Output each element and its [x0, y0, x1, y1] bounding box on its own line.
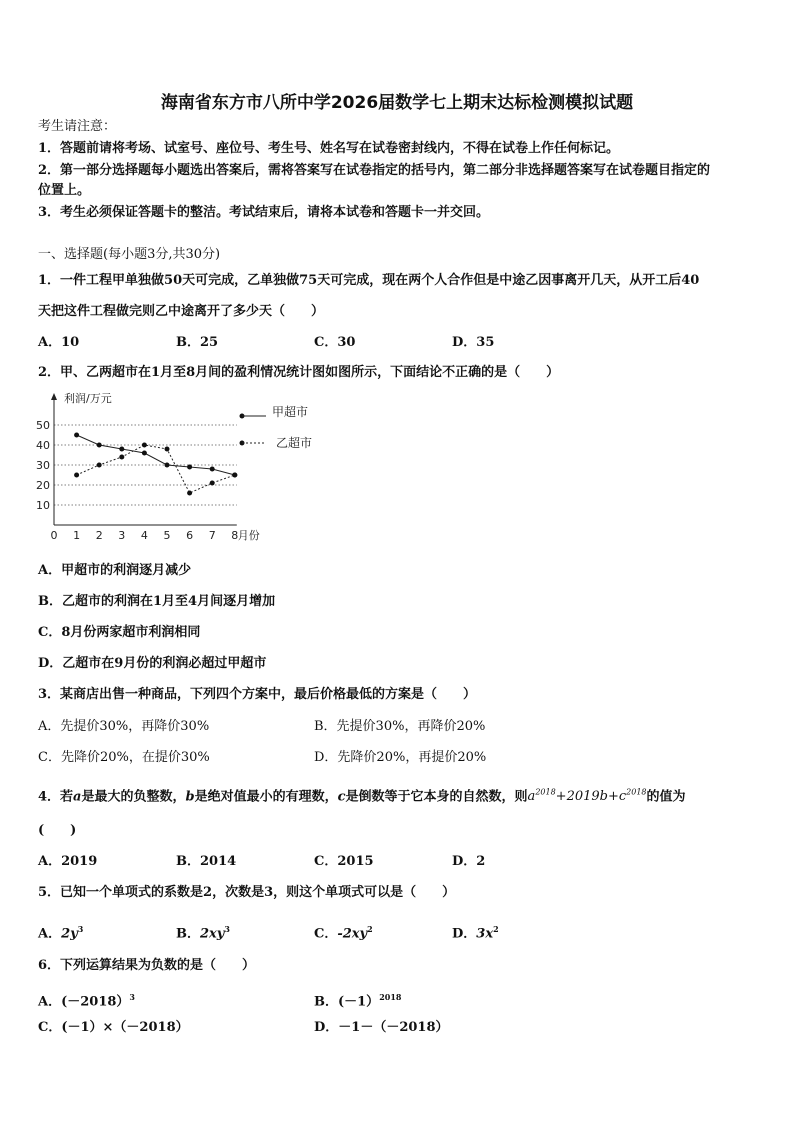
- chart-legend: [240, 404, 313, 450]
- q1-stem-line2: 天把这件工程做完则乙中途离开了多少天（ ）: [38, 304, 325, 319]
- data-point-yi-m8: [232, 473, 237, 478]
- q4-stem: [38, 784, 686, 806]
- q5-option-c: [314, 920, 373, 943]
- q1-stem-line1: 1．一件工程甲单独做50天可完成，乙单独做75天可完成，现在两个人合作但是中途乙因事离开几天，从开工后40: [38, 273, 700, 288]
- q5-option-d-label: D．: [452, 926, 477, 942]
- data-point-jia-m4: [142, 451, 147, 456]
- q4-var-b: b: [185, 789, 195, 805]
- q4-text-1: 4．若: [38, 789, 74, 805]
- q2-option-a: A．甲超市的利润逐月减少: [38, 563, 192, 578]
- q4-expression: [528, 789, 647, 804]
- data-point-yi-m2: [97, 463, 102, 468]
- q4-exp-2: 2018: [626, 788, 647, 797]
- notice-item-1: 1．答题前请将考场、试室号、座位号、考生号、姓名写在试卷密封线内，不得在试卷上作任何标记。: [38, 141, 620, 156]
- q6-option-a-exp: 3: [129, 992, 135, 1002]
- q3-stem: 3．某商店出售一种商品，下列四个方案中，最后价格最低的方案是（ ）: [38, 687, 477, 702]
- q4-exp-1: 2018: [535, 788, 556, 797]
- q1-option-b: B．25: [176, 335, 219, 350]
- y-tick-label-50: 50: [36, 419, 50, 432]
- data-point-yi-m3: [119, 455, 124, 460]
- q4-option-d: D．2: [452, 854, 486, 869]
- data-point-jia-m7: [210, 467, 215, 472]
- q5-option-a-exp: 3: [77, 924, 84, 934]
- data-point-yi-m4: [142, 443, 147, 448]
- profit-line-chart: [36, 392, 336, 547]
- q4-text-4: 是倒数等于它本身的自然数，则: [345, 789, 528, 805]
- q6-option-a-text: A．(－2018）: [38, 994, 130, 1010]
- q5-option-c-expr: -2xy: [337, 926, 368, 942]
- q4-answer-paren: ( ): [38, 823, 77, 838]
- notice-item-3: 3．考生必须保证答题卡的整洁。考试结束后，请将本试卷和答题卡一并交回。: [38, 205, 490, 220]
- q5-stem: 5．已知一个单项式的系数是2，次数是3，则这个单项式可以是（ ）: [38, 885, 456, 900]
- data-point-yi-m6: [187, 491, 192, 496]
- x-tick-label-1: 1: [73, 529, 81, 542]
- q6-option-c: C．(－1）×（－2018）: [38, 1020, 189, 1035]
- q4-var-c: c: [337, 789, 346, 805]
- q5-option-b: [176, 920, 230, 943]
- q3-option-c: C．先降价20%，在提价30%: [38, 750, 210, 765]
- x-tick-label-3: 3: [118, 529, 126, 542]
- q2-option-b: B．乙超市的利润在1月至4月间逐月增加: [38, 594, 276, 609]
- q4-option-b: B．2014: [176, 854, 237, 869]
- x-tick-label-4: 4: [140, 529, 148, 542]
- q5-option-b-expr: 2xy: [200, 926, 225, 942]
- q6-stem: 6．下列运算结果为负数的是（ ）: [38, 958, 256, 973]
- q6-option-a: [38, 988, 135, 1011]
- q4-expr-mid: +2019b+c: [555, 789, 627, 805]
- x-tick-label-8: 8: [231, 529, 239, 542]
- chart-series: [74, 433, 237, 496]
- q3-option-a: A．先提价30%，再降价30%: [38, 719, 210, 734]
- x-tick-label-6: 6: [186, 529, 194, 542]
- q4-text-3: 是绝对值最小的有理数，: [194, 789, 338, 805]
- data-point-jia-m5: [165, 463, 170, 468]
- data-point-jia-m1: [74, 433, 79, 438]
- q6-option-b-text: B．(－1）: [314, 994, 380, 1010]
- y-tick-label-10: 10: [36, 499, 50, 512]
- q1-option-d: D．35: [452, 335, 495, 350]
- q5-option-d: [452, 920, 499, 943]
- x-tick-label-0: 0: [50, 529, 58, 542]
- q2-option-c: C．8月份两家超市利润相同: [38, 625, 201, 640]
- chart-axes: [36, 392, 260, 542]
- q5-option-a: [38, 920, 83, 943]
- q5-option-c-label: C．: [314, 926, 338, 942]
- q5-option-b-exp: 3: [224, 924, 230, 934]
- q5-option-b-label: B．: [176, 926, 200, 942]
- q6-option-d: D．－1－（－2018）: [314, 1020, 449, 1035]
- q5-option-d-expr: 3x: [476, 926, 494, 942]
- q3-option-b: B．先提价30%，再降价20%: [314, 719, 486, 734]
- q3-option-d: D．先降价20%，再提价20%: [314, 750, 487, 765]
- y-tick-label-40: 40: [36, 439, 50, 452]
- q4-option-c: C．2015: [314, 854, 374, 869]
- legend-label-yi: 乙超市: [276, 436, 313, 450]
- q2-option-d: D．乙超市在9月份的利润必超过甲超市: [38, 656, 267, 671]
- q6-option-b: [314, 988, 401, 1011]
- x-tick-label-5: 5: [163, 529, 171, 542]
- notice-item-2: 2．第一部分选择题每小题选出答案后，需将答案写在试卷指定的括号内，第二部分非选择题答案写在试卷题目指定的: [38, 163, 711, 178]
- y-tick-label-20: 20: [36, 479, 50, 492]
- x-axis-label: 月份: [237, 529, 260, 542]
- data-point-jia-m3: [119, 447, 124, 452]
- q5-option-d-exp: 2: [493, 924, 499, 934]
- q5-option-a-label: A．: [38, 926, 62, 942]
- legend-label-jia: 甲超市: [272, 405, 309, 419]
- q4-text-2: 是最大的负整数，: [81, 789, 186, 805]
- data-point-yi-m5: [165, 447, 170, 452]
- x-tick-label-7: 7: [208, 529, 216, 542]
- y-axis-arrow: [51, 393, 57, 400]
- page-title: 海南省东方市八所中学2026届数学七上期末达标检测模拟试题: [160, 93, 634, 113]
- q5-option-c-exp: 2: [367, 924, 373, 934]
- notice-heading: 考生请注意：: [38, 119, 117, 134]
- q1-option-a: A．10: [38, 335, 80, 350]
- data-point-jia-m2: [97, 443, 102, 448]
- section-heading: 一、选择题(每小题3分,共30分): [38, 247, 221, 262]
- q4-option-a: A．2019: [38, 854, 98, 869]
- q4-text-5: 的值为: [646, 789, 686, 805]
- q2-stem: 2．甲、乙两超市在1月至8月间的盈利情况统计图如图所示，下面结论不正确的是（ ）: [38, 365, 560, 380]
- x-tick-label-2: 2: [95, 529, 103, 542]
- data-point-yi-m1: [74, 473, 79, 478]
- y-tick-label-30: 30: [36, 459, 50, 472]
- data-point-yi-m7: [210, 481, 215, 486]
- notice-item-2-cont: 位置上。: [38, 183, 91, 198]
- q4-expr-a: a: [527, 789, 536, 805]
- q6-option-b-exp: 2018: [379, 992, 402, 1002]
- q5-option-a-expr: 2y: [61, 926, 78, 942]
- y-axis-label: 利润/万元: [64, 392, 112, 405]
- data-point-jia-m6: [187, 465, 192, 470]
- q4-var-a: a: [73, 789, 82, 805]
- q1-option-c: C．30: [314, 335, 356, 350]
